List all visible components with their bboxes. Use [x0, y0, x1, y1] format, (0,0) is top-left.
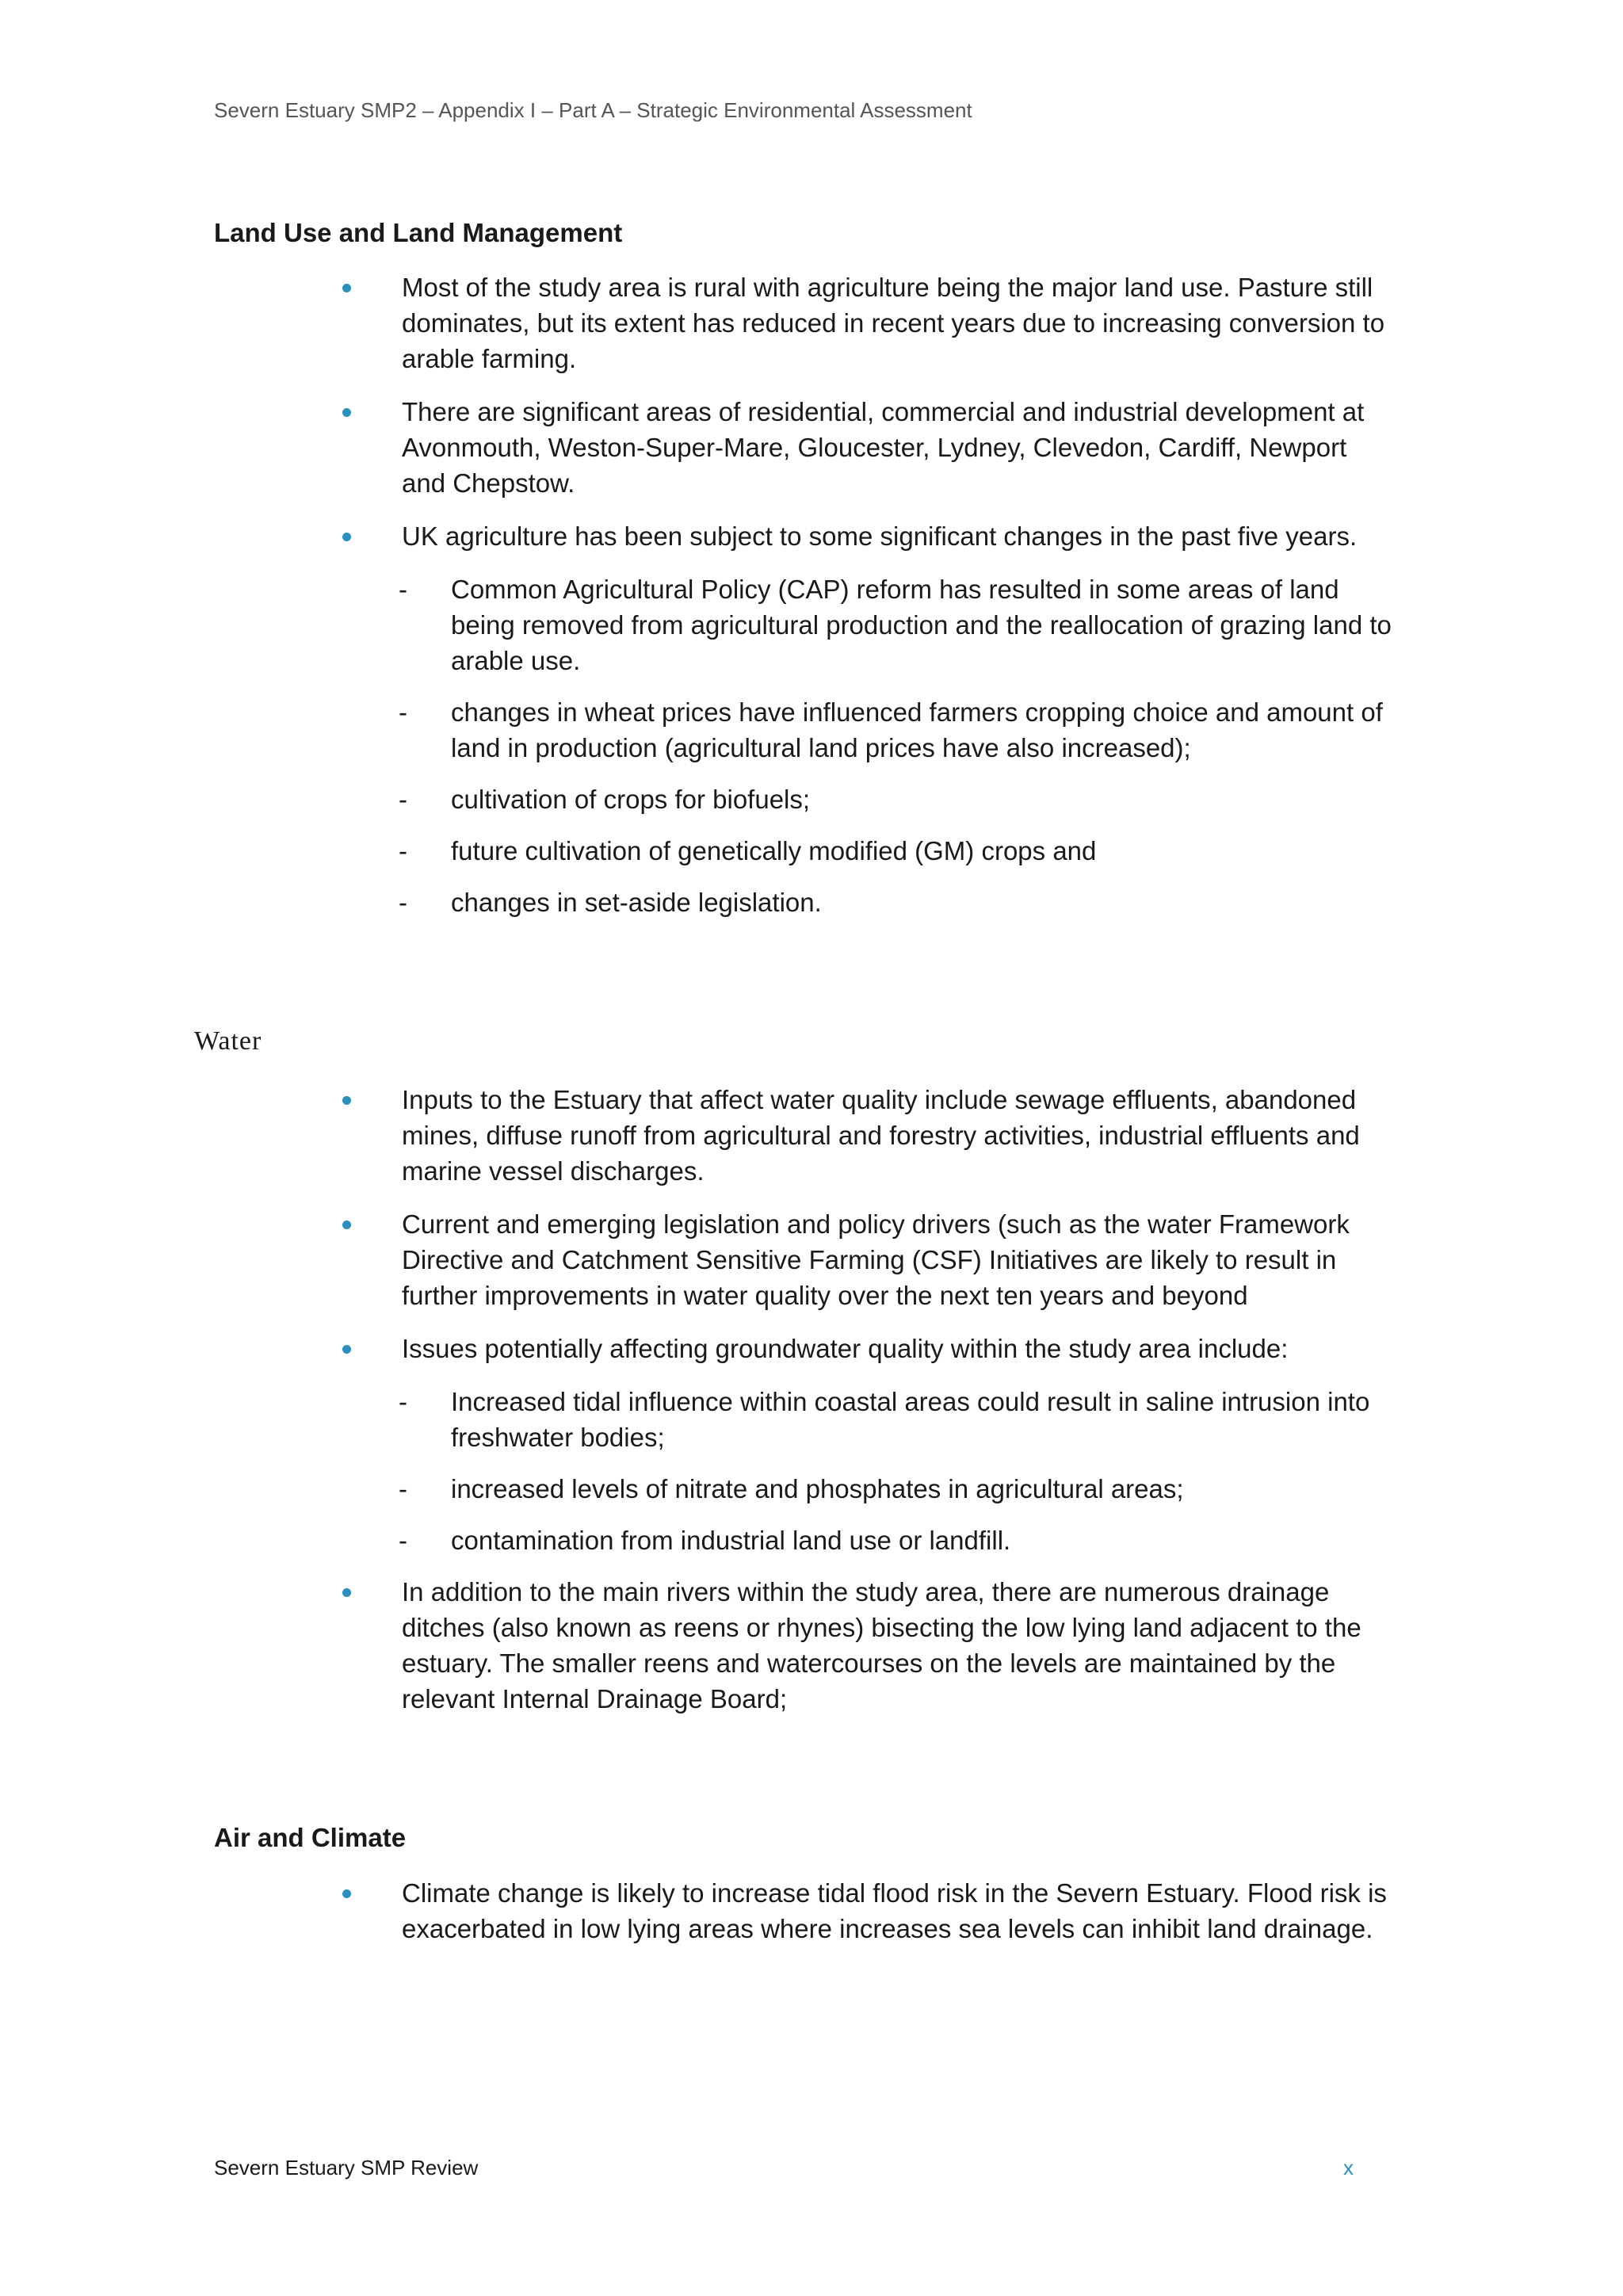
sub-list-item: - changes in set-aside legislation.: [0, 884, 1395, 920]
list-item: In addition to the main rivers within the study area, there are numerous drainage ditches (also known as reens or rhynes) bisecting the low lying land adjacent to the estuary. The smaller reens and watercourses on the levels are maintained by the relevant Internal Drainage Board;: [0, 1574, 1395, 1717]
bullet-icon: [342, 533, 351, 541]
footer-title: Severn Estuary SMP Review: [214, 2156, 479, 2179]
sub-list-item: - Common Agricultural Policy (CAP) reform has resulted in some areas of land being removed from agricultural production and the reallocation of grazing land to arable use.: [0, 571, 1395, 678]
land-use-list: [0, 269, 1623, 936]
bullet-icon: [342, 1221, 351, 1229]
list-item: Inputs to the Estuary that affect water quality include sewage effluents, abandoned mines, diffuse runoff from agricultural and forestry activities, industrial effluents and marine vessel discharges.: [0, 1082, 1395, 1189]
list-item: Issues potentially affecting groundwater quality within the study area include:: [0, 1331, 1395, 1366]
sub-list-item: - cultivation of crops for biofuels;: [0, 781, 1395, 817]
air-climate-list: [0, 1875, 1623, 1964]
water-list: [0, 1082, 1623, 1734]
bullet-icon: [342, 1588, 351, 1597]
dash-icon: -: [399, 1474, 407, 1503]
dash-icon: -: [399, 697, 407, 727]
heading-land-use: Land Use and Land Management: [214, 218, 623, 247]
list-item: UK agriculture has been subject to some significant changes in the past five years.: [0, 518, 1395, 554]
sub-list-item: - Increased tidal influence within coastal areas could result in saline intrusion into freshwater bodies;: [0, 1384, 1395, 1455]
bullet-icon: [342, 1096, 351, 1105]
list-item: Climate change is likely to increase tidal flood risk in the Severn Estuary. Flood risk is exacerbated in low lying areas where increases sea levels can inhibit land drainage.: [0, 1875, 1395, 1946]
dash-icon: -: [399, 785, 407, 814]
running-header: Severn Estuary SMP2 – Appendix I – Part A – Strategic Environmental Assessment: [214, 98, 972, 122]
sub-list-item: - contamination from industrial land use or landfill.: [0, 1522, 1395, 1558]
bullet-icon: [342, 1345, 351, 1354]
list-item: Current and emerging legislation and policy drivers (such as the water Framework Directive and Catchment Sensitive Farming (CSF) Initiatives are likely to result in further improvements in water quality over the next ten years and beyond: [0, 1206, 1395, 1313]
sub-list-item: - increased levels of nitrate and phosphates in agricultural areas;: [0, 1471, 1395, 1507]
bullet-icon: [342, 284, 351, 292]
dash-icon: -: [399, 1526, 407, 1555]
dash-icon: -: [399, 575, 407, 604]
list-item: There are significant areas of residential, commercial and industrial development at Avonmouth, Weston-Super-Mare, Gloucester, Lydney, Clevedon, Cardiff, Newport and Chepstow.: [0, 394, 1395, 501]
heading-air-climate: Air and Climate: [214, 1823, 407, 1852]
list-item: Most of the study area is rural with agriculture being the major land use. Pasture still dominates, but its extent has reduced in recent years due to increasing conversion to arable farming.: [0, 269, 1395, 376]
sub-list-item: - future cultivation of genetically modified (GM) crops and: [0, 833, 1395, 869]
heading-water: Water: [194, 1026, 262, 1056]
page-number: x: [1343, 2156, 1354, 2179]
dash-icon: -: [399, 836, 407, 865]
bullet-icon: [342, 408, 351, 417]
dash-icon: -: [399, 888, 407, 917]
dash-icon: -: [399, 1387, 407, 1416]
bullet-icon: [342, 1889, 351, 1898]
sub-list-item: - changes in wheat prices have influenced farmers cropping choice and amount of land in production (agricultural land prices have also increased);: [0, 694, 1395, 766]
